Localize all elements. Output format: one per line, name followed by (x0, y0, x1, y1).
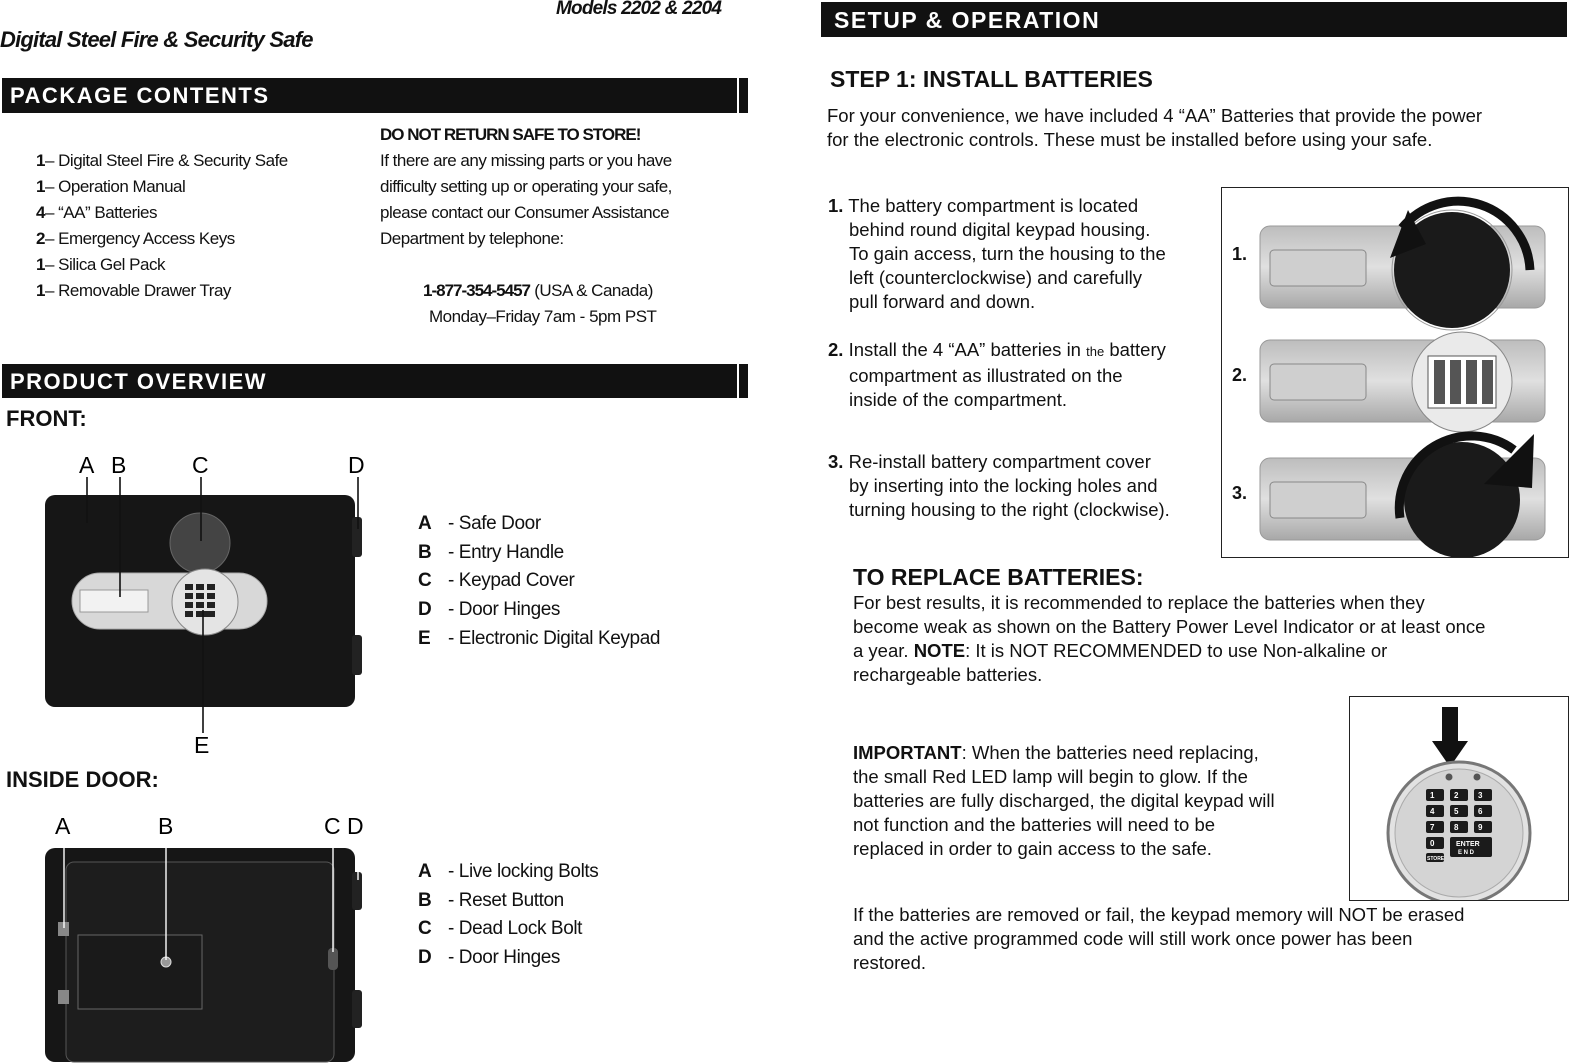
inside-door-label: INSIDE DOOR: (6, 767, 159, 792)
intro-line: for the electronic controls. These must be installed before using your safe. (827, 129, 1433, 150)
svg-text:STORE: STORE (1427, 856, 1445, 862)
list-item: 1– Silica Gel Pack (36, 255, 165, 274)
svg-text:0: 0 (1430, 839, 1435, 848)
legend-item: D - Door Hinges (418, 947, 561, 969)
step-1-text: 1. The battery compartment is located behind round digital keypad housing. To gain access, turn the housing to the left (counterclockwise) and carefully pull forward and down. (828, 195, 1166, 312)
package-contents-heading: PACKAGE CONTENTS (10, 83, 270, 108)
led-lamp (1446, 774, 1453, 781)
keypad-illustration (1350, 697, 1568, 900)
keypad-figure (1349, 696, 1569, 901)
step1-title: STEP 1: INSTALL BATTERIES (830, 66, 1153, 92)
hinge (352, 872, 362, 910)
list-item: 2– Emergency Access Keys (36, 229, 235, 248)
setup-operation-banner (821, 2, 1567, 37)
step-3-text: 3. Re-install battery compartment cover by inserting into the locking holes and turning housing to the right (clockwise). (828, 451, 1170, 520)
front-label: FRONT: (6, 406, 87, 431)
final-paragraph: If the batteries are removed or fail, the keypad memory will NOT be erased and the active programmed code will still work once power has been restored. (853, 904, 1465, 973)
inside-legend (418, 858, 598, 973)
figure-step-1 (1260, 201, 1545, 330)
svg-text:3: 3 (1478, 791, 1483, 800)
cover-plate (78, 935, 202, 1009)
phone-number: 1-877-354-5457 (423, 281, 530, 300)
list-item: 1– Digital Steel Fire & Security Safe (36, 151, 288, 170)
safe-front-diagram (40, 445, 380, 760)
figure-label-3: 3. (1232, 483, 1248, 503)
arrow-down-icon (1432, 707, 1468, 767)
legend-item: D - Door Hinges (418, 599, 561, 621)
intro-paragraph (827, 104, 1482, 152)
battery-steps-figure (1221, 187, 1569, 558)
callout-b: B (158, 813, 174, 839)
replace-paragraph: For best results, it is recommended to replace the batteries when they become weak as shown on the Battery Power Level Indicator or at least once a year. NOTE: It is NOT RECOMMENDED to use Non-alkaline or rechargeable batteries. (853, 592, 1486, 685)
intro-line: For your convenience, we have included 4 “AA” Batteries that provide the power (827, 105, 1483, 126)
legend-item: E - Electronic Digital Keypad (418, 627, 661, 649)
figure-step-3 (1260, 434, 1545, 557)
phone-line (380, 278, 740, 304)
package-list (36, 148, 288, 304)
list-item: 1– Operation Manual (36, 177, 186, 196)
callout-c: C (324, 813, 341, 839)
contact-line: difficulty setting up or operating your safe, (380, 177, 672, 196)
contact-line: please contact our Consumer Assistance (380, 203, 670, 222)
front-legend (418, 510, 660, 654)
svg-text:8: 8 (1454, 823, 1459, 832)
figure-label-1: 1. (1232, 244, 1248, 264)
list-item: 1– Removable Drawer Tray (36, 281, 231, 300)
figure-label-2: 2. (1232, 365, 1248, 385)
list-item: 4– “AA” Batteries (36, 203, 157, 222)
replace-batteries-title: TO REPLACE BATTERIES: (853, 564, 1144, 590)
svg-text:2: 2 (1454, 791, 1459, 800)
legend-item: B - Entry Handle (418, 541, 564, 563)
svg-text:1: 1 (1430, 791, 1435, 800)
svg-text:5: 5 (1454, 807, 1459, 816)
hours-line: Monday–Friday 7am - 5pm PST (429, 307, 657, 326)
contact-line: If there are any missing parts or you have (380, 151, 672, 170)
svg-text:6: 6 (1478, 807, 1483, 816)
product-overview-heading: PRODUCT OVERVIEW (10, 369, 268, 394)
legend-item: C - Keypad Cover (418, 570, 575, 592)
step-2-text: 2. Install the 4 “AA” batteries in the battery compartment as illustrated on the inside of the compartment. (828, 339, 1166, 410)
do-not-return-warning: DO NOT RETURN SAFE TO STORE! (380, 125, 641, 144)
svg-text:E N D: E N D (1458, 850, 1475, 856)
legend-item: A - Live locking Bolts (418, 861, 599, 882)
hinge (352, 635, 362, 675)
entry-handle (80, 590, 148, 612)
callout-e: E (194, 732, 210, 758)
keypad-cover (170, 513, 230, 573)
phone-region: (USA & Canada) (534, 281, 653, 300)
battery-steps-illustration (1222, 188, 1568, 557)
callout-a: A (55, 813, 71, 839)
legend-item: C - Dead Lock Bolt (418, 918, 583, 940)
consumer-assistance-block (380, 122, 740, 330)
models-label: Models 2202 & 2204 (556, 0, 722, 19)
callout-a: A (79, 452, 95, 478)
hinge (352, 517, 362, 557)
keypad-ring (172, 569, 238, 635)
document-title: Digital Steel Fire & Security Safe (0, 27, 313, 52)
product-overview-banner (2, 364, 748, 398)
locking-bolt (58, 990, 69, 1004)
package-contents-banner (2, 78, 748, 113)
svg-text:7: 7 (1430, 823, 1435, 832)
legend-item: B - Reset Button (418, 889, 564, 911)
svg-text:9: 9 (1478, 823, 1483, 832)
contact-line: Department by telephone: (380, 229, 564, 248)
callout-b: B (111, 452, 127, 478)
callout-d: D (348, 452, 365, 478)
important-paragraph: IMPORTANT: When the batteries need replacing, the small Red LED lamp will begin to glow. If the batteries are fully discharged, the digital keypad will not function and the batteries will need to be replaced in order to gain access to the safe. (853, 742, 1275, 859)
hinge (352, 990, 362, 1028)
callout-c: C (192, 452, 209, 478)
setup-operation-heading: SETUP & OPERATION (834, 7, 1101, 33)
callout-d: D (347, 813, 364, 839)
svg-text:ENTER: ENTER (1456, 841, 1480, 848)
legend-item: A - Safe Door (418, 513, 541, 534)
svg-text:4: 4 (1430, 807, 1435, 816)
safe-inside-diagram (40, 810, 380, 1064)
figure-step-2 (1260, 332, 1545, 432)
